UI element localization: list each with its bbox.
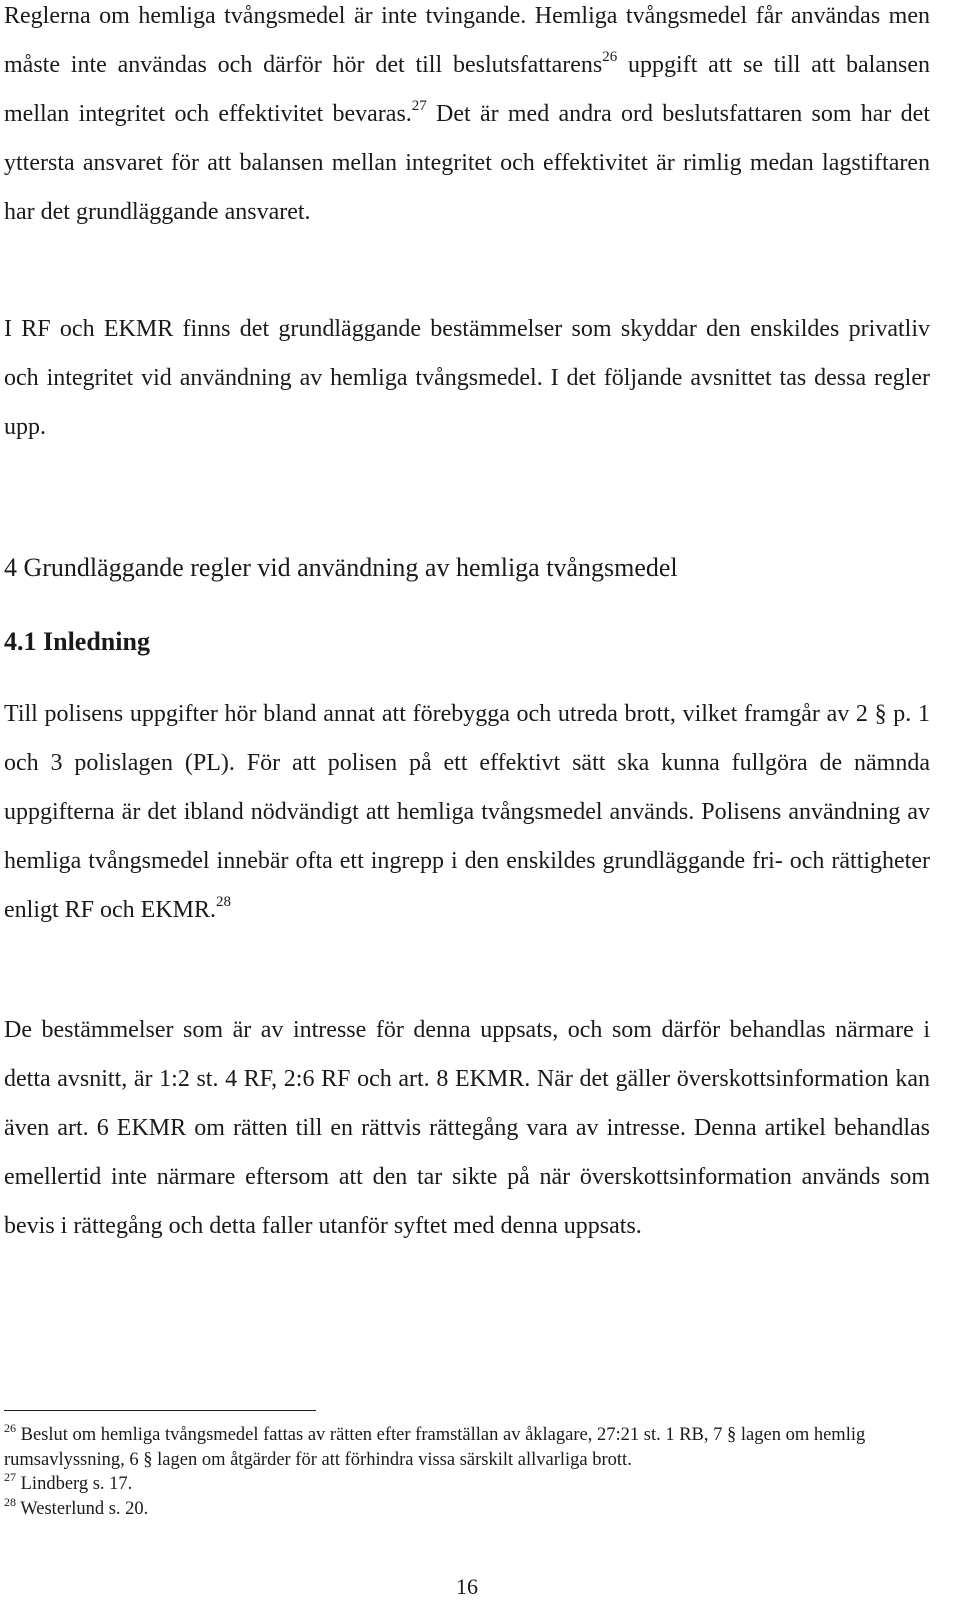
paragraph-relevant-provisions: De bestämmelser som är av intresse för denna uppsats, och som därför behandlas närmare i detta avsnitt, är 1:2 st. 4 RF, 2:6 RF och art. 8 EKMR. När det gäller överskottsinformation kan även art. 6 EKMR om rätten till en rättvis rättegång vara av intresse. Denna artikel behandlas emellertid inte närmare eftersom att den tar sikte på när överskottsinformation används som bevis i rättegång och detta faller utanför syftet med denna uppsats.	[4, 1017, 930, 1239]
footnote-number: 26	[4, 1421, 16, 1435]
page-number: 16	[456, 1574, 478, 1599]
footnote-text: Lindberg s. 17.	[16, 1474, 133, 1494]
section-heading: 4 Grundläggande regler vid användning av hemliga tvångsmedel	[4, 553, 678, 582]
paragraph-text: Reglerna om hemliga tvångsmedel är inte tvingande. Hemliga tvångsmedel får användas men måste inte användas och därför hör det till beslutsfattarens	[4, 3, 930, 78]
footnote-number: 28	[4, 1494, 16, 1509]
footnote-ref-27[interactable]: 27	[411, 98, 427, 114]
footnote-text: Beslut om hemliga tvångsmedel fattas av rätten efter framställan av åklagare, 27:21 st. 1 RB, 7 § lagen om hemlig rumsavlyssning, 6 § lagen om åtgärder för att förhindra vissa särskilt allvarliga brott.	[4, 1425, 866, 1470]
paragraph-text: uppgift att se till att balansen mellan integritet och effektivitet bevaras.	[4, 52, 930, 127]
footnotes	[4, 1423, 930, 1521]
paragraph-decision-makers-responsibility	[4, 0, 930, 237]
footnote-ref-28[interactable]: 28	[216, 894, 232, 910]
footnote-ref-26[interactable]: 26	[602, 49, 618, 65]
paragraph-text: Det är med andra ord beslutsfattaren som har det yttersta ansvaret för att balansen mellan integritet och effektivitet är rimlig medan lagstiftaren har det grundläggande ansvaret.	[4, 101, 931, 225]
footnote-27	[4, 1472, 930, 1497]
footnote-number: 27	[4, 1470, 16, 1484]
footnote-text: Westerlund s. 20.	[16, 1498, 149, 1519]
paragraph-police-duties	[4, 690, 930, 935]
subsection-heading: 4.1 Inledning	[4, 627, 150, 656]
paragraph-rf-ekmr-intro: I RF och EKMR finns det grundläggande bestämmelser som skyddar den enskildes privatliv och integritet vid användning av hemliga tvångsmedel. I det följande avsnittet tas dessa regler upp.	[4, 316, 930, 440]
footnote-separator	[4, 1410, 316, 1411]
footnote-26	[4, 1423, 930, 1472]
footnote-28	[4, 1494, 930, 1522]
paragraph-text: Till polisens uppgifter hör bland annat att förebygga och utreda brott, vilket framgår av 2 § p. 1 och 3 polislagen (PL). För att polisen på ett effektivt sätt ska kunna fullgöra de nämnda uppgifterna är det ibland nödvändigt att hemliga tvångsmedel används. Polisens användning av hemliga tvångsmedel innebär ofta ett ingrepp i den enskildes grundläggande fri- och rättigheter enligt RF och EKMR.	[4, 701, 930, 923]
